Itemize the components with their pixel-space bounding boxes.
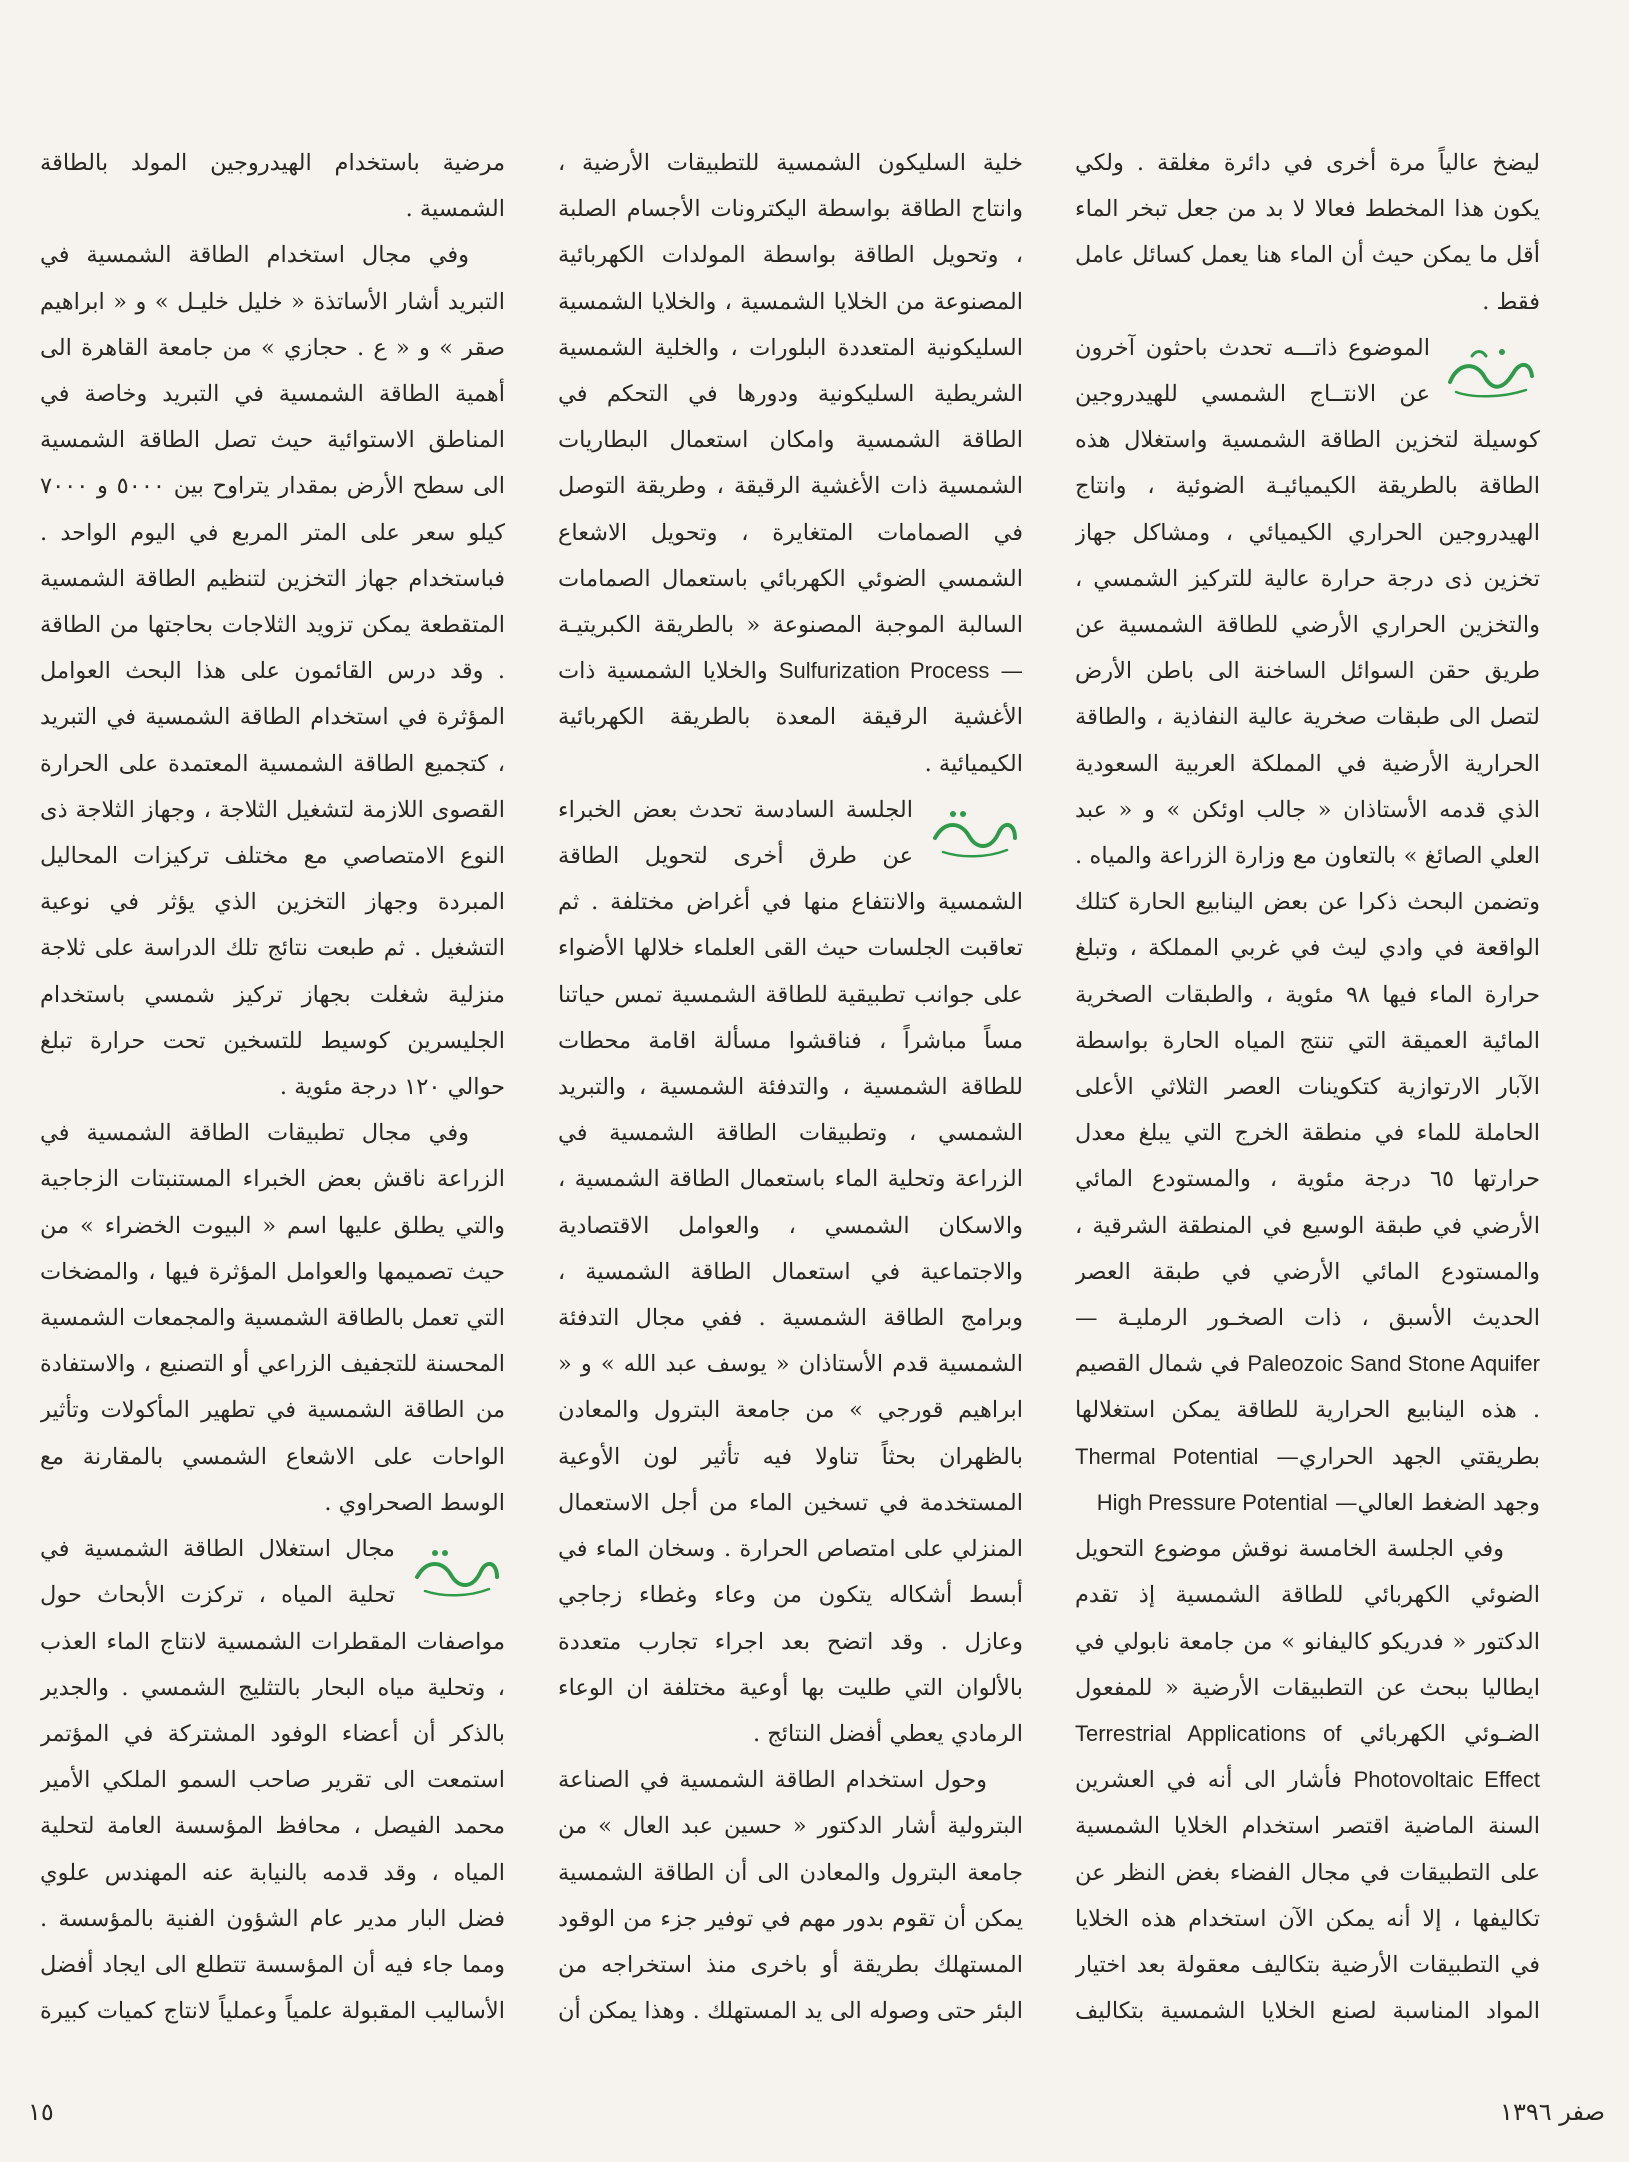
paragraph: ليضخ عالياً مرة أخرى في دائرة مغلقة . ولكي يكون هذا المخطط فعالا لا بد من جعل تبخر الماء أقل ما يمكن حيث أن الماء هنا يعمل كسائل عامل فقط . [1075, 150, 1540, 315]
article-column-right [1075, 140, 1540, 2035]
paragraph: وفي مجال استخدام الطاقة الشمسية في التبريد أشار الأساتذة « خليل خليـل » و « ابراهيم صقر » و « ع . حجازي » من جامعة القاهرة الى أهمية الطاقة الشمسية في التبريد وخاصة في المناطق الاستوائية حيث تصل الطاقة الشمسية الى سطح الأرض بمقدار يتراوح بين ٥٠٠٠ و ٧٠٠٠ كيلو سعر على المتر المربع في اليوم الواحد . فباستخدام جهاز التخزين لتنظيم الطاقة الشمسية المتقطعة يمكن تزويد الثلاجات بحاجتها من الطاقة . وقد درس القائمون على هذا البحث العوامل المؤثرة في استخدام الطاقة الشمسية في التبريد ، كتجميع الطاقة الشمسية المعتمدة على الحرارة القصوى اللازمة لتشغيل الثلاجة ، وجهاز الثلاجة ذى النوع الامتصاصي مع مختلف تركيزات المحاليل المبردة وجهاز التخزين الذي يؤثر في نوعية التشغيل . ثم طبعت نتائج تلك الدراسة على ثلاجة منزلية شغلت بجهاز تركيز شمسي باستخدام الجليسرين كوسيط للتسخين تحت حرارة تبلغ حوالي ١٢٠ درجة مئوية . [40, 242, 505, 1101]
decorative-initial-word [405, 1530, 505, 1614]
decor-calligraphy-icon [925, 798, 1021, 868]
paragraph [558, 140, 1023, 787]
paragraph [1075, 325, 1540, 1526]
page-number: ١٥ [28, 2098, 54, 2126]
paragraph [40, 1526, 505, 2035]
paragraph-text: الموضوع ذاتـــه تحدث باحثون آخرون عن الانتــاج الشمسي للهيدروجين كوسيلة لتخزين الطاقة الشمسية واستغلال هذه الطاقة بالطريقة الكيميائيـة الضوئية ، وانتاج الهيدروجين الحراري الكيميائي ، ومشاكل جهاز تخزين ذى درجة حرارة عالية للتركيز الشمسي ، والتخزين الحراري الأرضي للطاقة الشمسية عن طريق حقن السوائل الساخنة الى باطن الأرض لتصل الى طبقات صخرية عالية النفاذية ، والطاقة الحرارية الأرضية في المملكة العربية السعودية الذي قدمه الأستاذان « جالب اوئكن » و « عبد العلي الصائغ » بالتعاون مع وزارة الزراعة والمياه . وتضمن البحث ذكرا عن بعض الينابيع الحارة كتلك الواقعة في وادي ليث في غربي المملكة ، وتبلغ حرارة الماء فيها ٩٨ مئوية ، والطبقات الصخرية المائية العميقة التي تنتج المياه الحارة بواسطة الآبار الارتوازية كتكوينات العصر الثلاثي الأعلى الحاملة للماء في منطقة الخرج التي يبلغ معدل حرارتها ٦٥ درجة مئوية ، والمستودع المائي الأرضي في طبقة الوسيع في المنطقة الشرقية ، والمستودع المائي الأرضي في طبقة العصر الحديث الأسبق ، ذات الصخـور الرمليـة — [1075, 334, 1540, 1332]
paragraph [1075, 1526, 1540, 2035]
article-column-left [40, 140, 505, 2035]
latin-term: High Pressure Potential [1096, 1489, 1328, 1515]
latin-term: Terrestrial Applications of Photovoltaic Effect [1075, 1720, 1540, 1793]
paragraph-text: في شمال القصيم . هذه الينابيع الحرارية للطاقة يمكن استغلالها بطريقتي الجهد الحراري— [1075, 1351, 1540, 1470]
decorative-initial-word [1440, 329, 1540, 413]
paragraph-text: فأشار الى أنه في العشرين السنة الماضية اقتصر استخدام الخلايا الشمسية على التطبيقات في مجال الفضاء بغض النظر عن تكاليفها ، إلا أنه يمكن الآن استخدام هذه الخلايا في التطبيقات الأرضية بتكاليف معقولة بعد اختيار المواد المناسبة لصنع الخلايا الشمسية بتكاليف [1075, 1767, 1540, 2025]
decor-calligraphy-icon [1442, 336, 1538, 406]
paragraph-text: الجلسة السادسة تحدث بعض الخبراء عن طرق أخرى لتحويل الطاقة الشمسية والانتفاع منها في أغراض مختلفة . ثم تعاقبت الجلسات حيث القى العلماء خلالها الأضواء على جوانب تطبيقية للطاقة الشمسية تمس حياتنا مساً مباشراً ، فناقشوا مسألة اقامة محطات للطاقة الشمسية ، والتدفئة الشمسية ، والتبريد الشمسي ، وتطبيقات الطاقة الشمسية في الزراعة وتحلية الماء باستعمال الطاقة الشمسية ، والاسكان الشمسي ، والعوامل الاقتصادية والاجتماعية في استعمال الطاقة الشمسية ، وبرامج الطاقة الشمسية . ففي مجال التدفئة الشمسية قدم الأستاذان « يوسف عبد الله » و « ابراهيم قورجي » من جامعة البترول والمعادن بالظهران بحثاً تناولا فيه تأثير لون الأوعية المستخدمة في تسخين الماء من أجل الاستعمال المنزلي على امتصاص الحرارة . وسخان الماء في أبسط أشكاله يتكون من وعاء وغطاء زجاجي وعازل . وقد اتضح بعد اجراء تجارب متعددة بالألوان التي طليت بها أوعية مختلفة ان الوعاء الرمادي يعطي أفضل النتائج . [558, 796, 1023, 1747]
paragraph: مرضية باستخدام الهيدروجين المولد بالطاقة الشمسية . [40, 150, 505, 223]
paragraph-text: خلية السليكون الشمسية للتطبيقات الأرضية ، وانتاج الطاقة بواسطة اليكترونات الأجسام الصلبة ، وتحويل الطاقة بواسطة المولدات الكهربائية المصنوعة من الخلايا الشمسية ، والخلايا الشمسية السليكونية المتعددة البلورات ، والخلية الشمسية الشريطية السليكونية ودورها في التحكم في الطاقة الشمسية وامكان استعمال البطاريات الشمسية ذات الأغشية الرقيقة ، وطريقة التوصل في الصمامات المتغايرة ، وتحويل الاشعاع الشمسي الضوئي الكهربائي باستعمال الصمامات السالبة الموجبة المصنوعة « بالطريقة الكبريتيـة — [558, 150, 1023, 685]
latin-term: Paleozoic [1247, 1351, 1343, 1377]
latin-term: Sand Stone Aquifer [1350, 1351, 1540, 1377]
latin-term: Sulfurization Process [778, 658, 990, 684]
paragraph-text: مجال استغلال الطاقة الشمسية في تحلية المياه ، تركزت الأبحاث حول مواصفات المقطرات الشمسية لانتاج الماء العذب ، وتحلية مياه البحار بالتثليج الشمسي . والجدير بالذكر أن أعضاء الوفود المشتركة في المؤتمر استمعت الى تقرير صاحب السمو الملكي الأمير محمد الفيصل ، محافظ المؤسسة العامة لتحلية المياه ، وقد قدمه بالنيابة عنه المهندس علوي فضل البار مدير عام الشؤون الفنية بالمؤسسة . ومما جاء فيه أن المؤسسة تتطلع الى ايجاد أفضل الأساليب المقبولة علمياً وعملياً لانتاج كميات كبيرة [40, 1536, 505, 2025]
decorative-initial-word [923, 791, 1023, 875]
article-column-middle [558, 140, 1023, 2035]
latin-term: Thermal Potential [1075, 1443, 1259, 1469]
paragraph: وحول استخدام الطاقة الشمسية في الصناعة البترولية أشار الدكتور « حسين عبد العال » من جامعة البترول والمعادن الى أن الطاقة الشمسية يمكن أن تقوم بدور مهم في توفير جزء من الوقود المستهلك بطريقة أو باخرى منذ استخراجه من البئر حتى وصوله الى يد المستهلك . وهذا يمكن أن [558, 1767, 1023, 2025]
paragraph-text: وفي الجلسة الخامسة نوقش موضوع التحويل الضوئي الكهربائي للطاقة الشمسية إذ تقدم الدكتور « فدريكو كاليفانو » من جامعة نابولي في ايطاليا ببحث عن التطبيقات الأرضية « للمفعول الضـوئي الكهربائي [1075, 1536, 1540, 1747]
paragraph-text: وجهد الضغط العالي— [1334, 1489, 1540, 1516]
issue-date: صفر ١٣٩٦ [1500, 2098, 1605, 2126]
paragraph [558, 787, 1023, 1757]
paragraph-text: والخلايا الشمسية ذات الأغشية الرقيقة المعدة بالطريقة الكهربائية الكيميائية . [558, 658, 1023, 777]
decor-calligraphy-icon [407, 1537, 503, 1607]
paragraph: وفي مجال تطبيقات الطاقة الشمسية في الزراعة ناقش بعض الخبراء المستنبتات الزجاجية والتي يطلق عليها اسم « البيوت الخضراء » من حيث تصميمها والعوامل المؤثرة فيها ، والمضخات التي تعمل بالطاقة الشمسية والمجمعات الشمسية المحسنة للتجفيف الزراعي أو التصنيع ، والاستفادة من الطاقة الشمسية في تطهير المأكولات وتأثير الواحات على الاشعاع الشمسي بالمقارنة مع الوسط الصحراوي . [40, 1120, 505, 1516]
